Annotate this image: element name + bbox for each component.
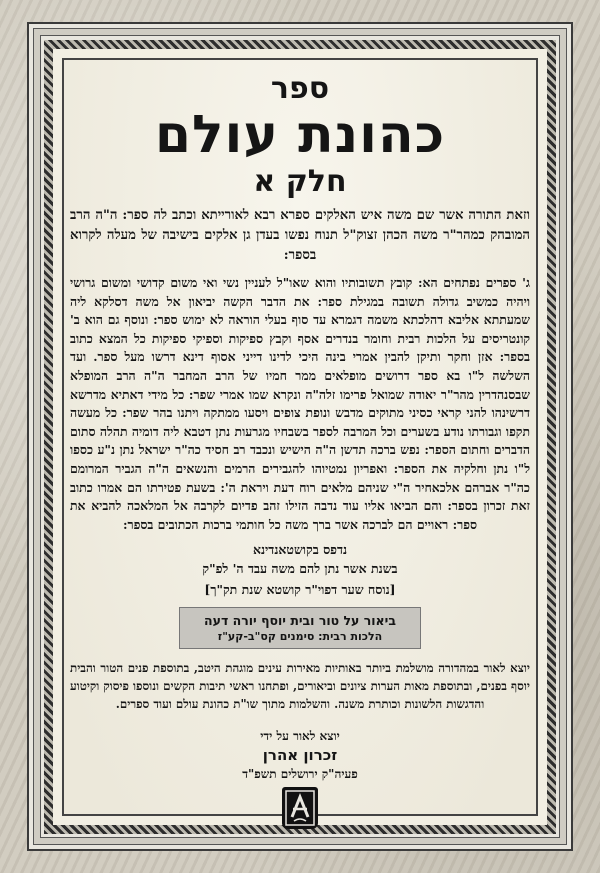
- book-label: ספר: [270, 71, 330, 106]
- subject-sections: הלכות רבית: סימנים קס"ב-קע"ז: [217, 630, 383, 644]
- publisher-logo-icon: [282, 787, 318, 829]
- title-page: [70, 64, 530, 783]
- book-part: חלק א: [253, 164, 347, 199]
- publisher-location: פעיה"ק ירושלים תשפ"ד: [242, 767, 358, 782]
- intro-paragraph: וזאת התורה אשר שם משה איש האלקים ספרא רבא לאורייתא וכתב לה ספר: ה"ה הרב המובהק כמהר"ר משה הכהן זצוק"ל תנוח נפשו בעדן גן אלקים בישיבה של מעלה לקרוא בספר:: [70, 208, 530, 263]
- edition-paragraph: יוצא לאור במהדורה מושלמת ביותר באותיות מאירות עינים מוגהת היטב, בתוספת פנים הטור והבית יוסף בפנים, ובתוספת מאות הערות ציונים וביאורים, ופתחנו ראשי תיבות הקשים ונוספו פיסוק וקיטוע והדגשות הלשונות וכותרת משנה. והשלמות מתוך שו"ת כהונת עולם ועוד ספרים.: [70, 661, 530, 712]
- subject-title: ביאור על טור ובית יוסף יורה דעה: [204, 613, 396, 629]
- printing-source-note: [נוסח שער דפוי"ר קושטא שנת תק"ך]: [204, 582, 396, 598]
- subject-box: [179, 607, 421, 649]
- printing-year: בשנת אשר נתן להם משה עבד ה' לפ"ק: [202, 561, 398, 577]
- publisher-name: זכרון אהרן: [262, 746, 338, 765]
- printing-place: נדפס בקושטאנדינא: [252, 542, 348, 558]
- description-paragraph: ג' ספרים נפתחים הא: קובץ תשובותיו והוא שאו"ל לעניין נשי ואי משום קדושי ומשום גרושי ויהיה כמשיב גדולה תשובה במגילת ספר: את הדבר הקשה יביאון אל משה דסלקא ליה שמעתתא אליבא דהלכתא משמה דגמרא עד סוף בעלי הוראה לא ימוש ספר: ונוסף גם הוא ב' קונטריסים על הלכות רבית וחומר בנדרים אסף וקבץ ספיקות וספיקי ספיקות כל המצא כתוב בספר: אזן וחקר ותיקן להבין אמרי בינה היכי לדינו דייני אסוף דינא דרשו מעל ספר. ועד השלשה ל"ו בא ספר דרושים מופלאים ממר חמיו של הרב המחבר ה"ה הרב המופלא שבסנהדרין מהר"ר יאודה שמואל פרימו זלה"ה ונקרא שמו אמרי שפר: כל מידי דאתיא מדרשא דרשינהו להני קראי כסיני מתוקים מדבש ונופת צופים ויסעו ממתקה ויתנו בהר שפר: כל מעשה תקפו וגבורתו נודע בשערים וכל המרבה לספר בשבחיו מגרעות נתן דטבא ליה דומיה תהלה סתום הדברים וחתום הספר: נפש ברכה תדשן ה"ה הישיש ונכבד רב חסיד כה"ר ישראל נתן נ"ע כספו ל"ו נתן וחלקיה את הספר: ואפריון נמטיוהו להגבירים הרמים והנשאים ה"ה הגביר המרומם כה"ר אברהם אלכאחיר ה"י שניהם מלאים רוח דעת ויראת ה': בשעת פטירתו הם אמרו כתוב זאת זכרון בספר: והם הביאו אליו עוד נדבה הזילו זהב פדיום לקרבה אל המלאכה להביא את ספר: ראויים הם לברכה אשר ברך משה כל חותמי ברכות הכתובים בספר:: [70, 275, 530, 532]
- printing-info: [70, 540, 530, 599]
- book-title: כהונת עולם: [154, 105, 446, 165]
- publisher-intro: יוצא לאור על ידי: [260, 729, 340, 744]
- publisher-info: [70, 727, 530, 783]
